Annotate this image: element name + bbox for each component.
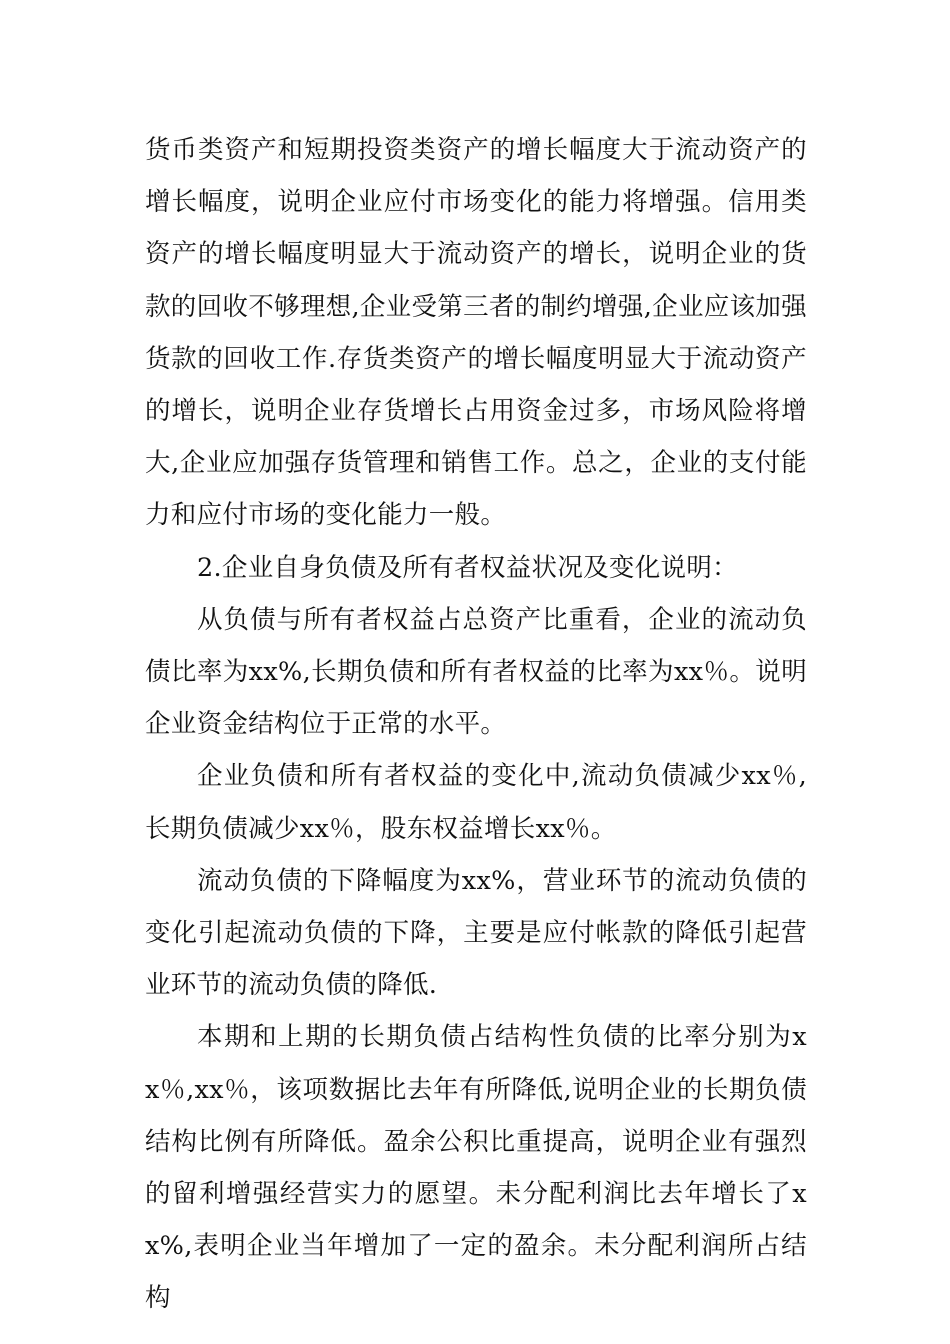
- paragraph-long-term-liability: 本期和上期的长期负债占结构性负债的比率分别为xx％,xx％，该项数据比去年有所降低,说明企业的长期负债结构比例有所降低。盈余公积比重提高，说明企业有强烈的留利增强经营实力的愿望。未分配利润比去年增长了xx%,表明企业当年增加了一定的盈余。未分配利润所占结构: [145, 1022, 807, 1314]
- paragraph-liability-change: 企业负债和所有者权益的变化中,流动负债减少xx％,长期负债减少xx％，股东权益增长xx％。: [145, 761, 807, 844]
- document-page: [145, 124, 807, 1325]
- paragraph-liability-ratio: 从负债与所有者权益占总资产比重看，企业的流动负债比率为xx%,长期负债和所有者权益的比率为xx％。说明企业资金结构位于正常的水平。: [145, 604, 807, 740]
- section-heading-liabilities: 2.企业自身负债及所有者权益状况及变化说明：: [197, 552, 738, 583]
- paragraph-asset-analysis: 货币类资产和短期投资类资产的增长幅度大于流动资产的增长幅度，说明企业应付市场变化的能力将增强。信用类资产的增长幅度明显大于流动资产的增长，说明企业的货款的回收不够理想,企业受第三者的制约增强,企业应该加强货款的回收工作.存货类资产的增长幅度明显大于流动资产的增长，说明企业存货增长占用资金过多，市场风险将增大,企业应加强存货管理和销售工作。总之，企业的支付能力和应付市场的变化能力一般。: [145, 135, 807, 531]
- paragraph-current-liability-decline: 流动负债的下降幅度为xx%，营业环节的流动负债的变化引起流动负债的下降，主要是应付帐款的降低引起营业环节的流动负债的降低.: [145, 865, 807, 1001]
